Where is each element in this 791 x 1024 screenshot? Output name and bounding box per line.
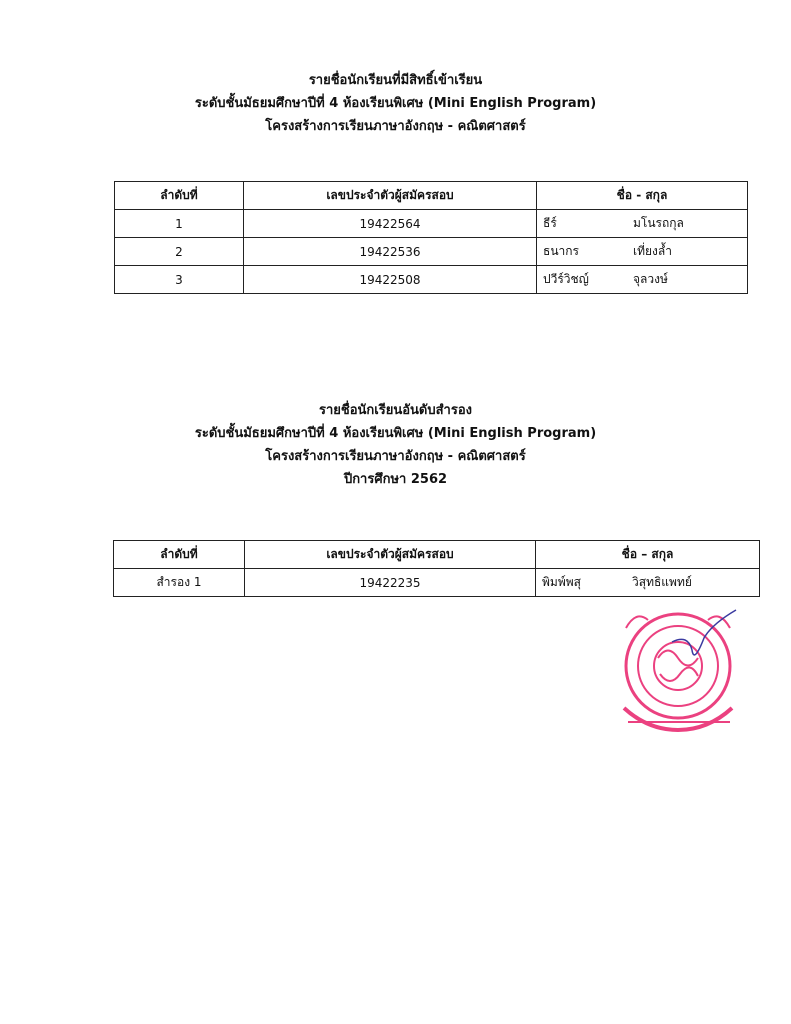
row-full-name bbox=[537, 238, 748, 266]
school-seal-stamp bbox=[608, 598, 758, 748]
reserve-academic-year: ปีการศึกษา 2562 bbox=[343, 472, 448, 487]
admitted-level: ระดับชั้นมัธยมศึกษาปีที่ 4 ห้องเรียนพิเศษ (Mini English Program) bbox=[194, 96, 597, 111]
col-order: ลำดับที่ bbox=[115, 182, 244, 210]
first-name: พิมพ์พสุ bbox=[542, 575, 581, 589]
last-name: เที่ยงล้ำ bbox=[633, 244, 672, 258]
first-name: ธีร์ bbox=[543, 216, 557, 230]
admitted-table bbox=[114, 181, 748, 294]
row-order: 2 bbox=[115, 238, 244, 266]
reserve-program: โครงสร้างการเรียนภาษาอังกฤษ - คณิตศาสตร์ bbox=[265, 449, 526, 464]
row-full-name bbox=[537, 210, 748, 238]
last-name: จุลวงษ์ bbox=[633, 272, 668, 286]
col-full-name: ชื่อ - สกุล bbox=[537, 182, 748, 210]
col-applicant-id: เลขประจำตัวผู้สมัครสอบ bbox=[244, 182, 537, 210]
table-header-row bbox=[115, 182, 748, 210]
row-order: 3 bbox=[115, 266, 244, 294]
table-header-row bbox=[114, 541, 760, 569]
last-name: มโนรถกุล bbox=[633, 216, 684, 230]
table-row bbox=[115, 238, 748, 266]
reserve-table bbox=[113, 540, 760, 597]
reserve-heading bbox=[0, 399, 791, 491]
reserve-level: ระดับชั้นมัธยมศึกษาปีที่ 4 ห้องเรียนพิเศษ (Mini English Program) bbox=[194, 426, 597, 441]
last-name: วิสุทธิแพทย์ bbox=[632, 575, 692, 589]
table-row bbox=[115, 210, 748, 238]
row-order: 1 bbox=[115, 210, 244, 238]
row-applicant-id: 19422235 bbox=[245, 569, 536, 597]
reserve-title: รายชื่อนักเรียนอันดับสำรอง bbox=[319, 403, 472, 418]
admitted-heading bbox=[0, 69, 791, 138]
row-applicant-id: 19422536 bbox=[244, 238, 537, 266]
row-full-name bbox=[536, 569, 760, 597]
col-full-name: ชื่อ – สกุล bbox=[536, 541, 760, 569]
admitted-title: รายชื่อนักเรียนที่มีสิทธิ์เข้าเรียน bbox=[308, 73, 483, 88]
first-name: ปวีร์วิชญ์ bbox=[543, 272, 589, 286]
row-order: สำรอง 1 bbox=[114, 569, 245, 597]
col-applicant-id: เลขประจำตัวผู้สมัครสอบ bbox=[245, 541, 536, 569]
table-row bbox=[115, 266, 748, 294]
admitted-program: โครงสร้างการเรียนภาษาอังกฤษ - คณิตศาสตร์ bbox=[265, 119, 526, 134]
table-row bbox=[114, 569, 760, 597]
row-applicant-id: 19422564 bbox=[244, 210, 537, 238]
row-applicant-id: 19422508 bbox=[244, 266, 537, 294]
col-order: ลำดับที่ bbox=[114, 541, 245, 569]
first-name: ธนากร bbox=[543, 244, 579, 258]
row-full-name bbox=[537, 266, 748, 294]
